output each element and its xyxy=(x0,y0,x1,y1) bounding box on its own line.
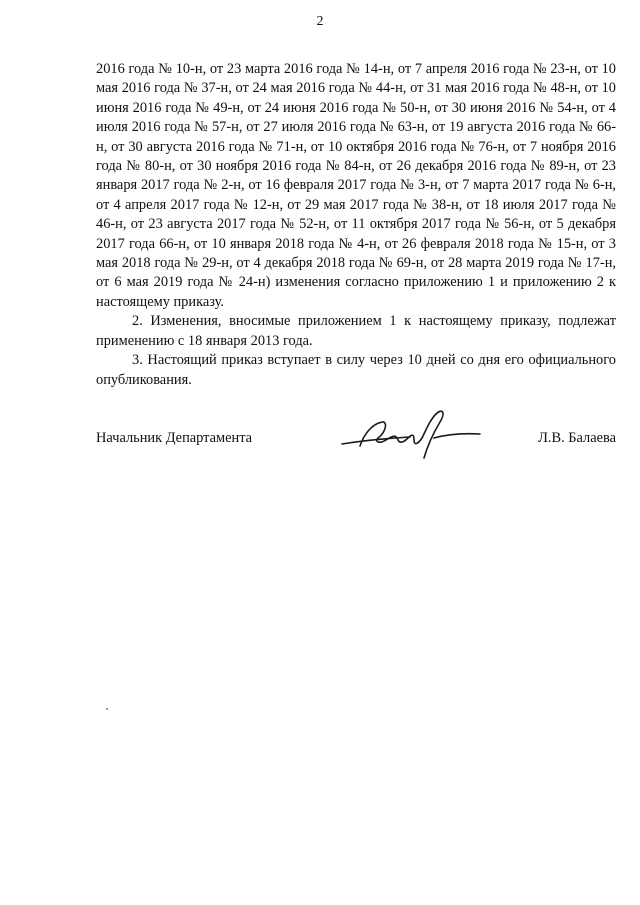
handwritten-signature xyxy=(338,404,488,464)
page-number: 2 xyxy=(316,14,324,29)
scan-speck xyxy=(106,708,108,710)
signature-block xyxy=(96,430,616,470)
paragraph-amendments-list: 2016 года № 10-н, от 23 марта 2016 года № 14-н, от 7 апреля 2016 года № 23-н, от 10 мая 2016 года № 37-н, от 24 мая 2016 года № 44-н, от 31 мая 2016 года № 48-н, от 10 июня 2016 года № 49-н, от 24 июня 2016 года № 50-н, от 30 июня 2016 № 54-н, от 4 июля 2016 года № 57-н, от 27 июля 2016 года № 63-н, от 19 августа 2016 года № 66-н, от 30 августа 2016 года № 71-н, от 10 октября 2016 года № 76-н, от 7 ноября 2016 года № 80-н, от 30 ноября 2016 года № 84-н, от 26 декабря 2016 года № 89-н, от 23 января 2017 года № 2-н, от 16 февраля 2017 года № 3-н, от 7 марта 2017 года № 6-н, от 4 апреля 2017 года № 12-н, от 29 мая 2017 года № 38-н, от 18 июля 2017 года № 46-н, от 23 августа 2017 года № 52-н, от 11 октября 2017 года № 56-н, от 5 декабря 2017 года 66-н, от 10 января 2018 года № 4-н, от 26 февраля 2018 года № 15-н, от 3 мая 2018 года № 29-н, от 4 декабря 2018 года № 69-н, от 28 марта 2019 года № 17-н, от 6 мая 2019 года № 24-н) изменения согласно приложению 1 и приложению 2 к настоящему приказу. xyxy=(96,61,616,310)
signatory-title: Начальник Департамента xyxy=(96,430,253,446)
document-body xyxy=(96,60,616,390)
signatory-name: Л.В. Балаева xyxy=(538,430,616,446)
paragraph-item-3: 3. Настоящий приказ вступает в силу через 10 дней со дня его официального опубликования. xyxy=(96,352,616,388)
paragraph-item-2: 2. Изменения, вносимые приложением 1 к настоящему приказу, подлежат применению с 18 января 2013 года. xyxy=(96,313,616,349)
